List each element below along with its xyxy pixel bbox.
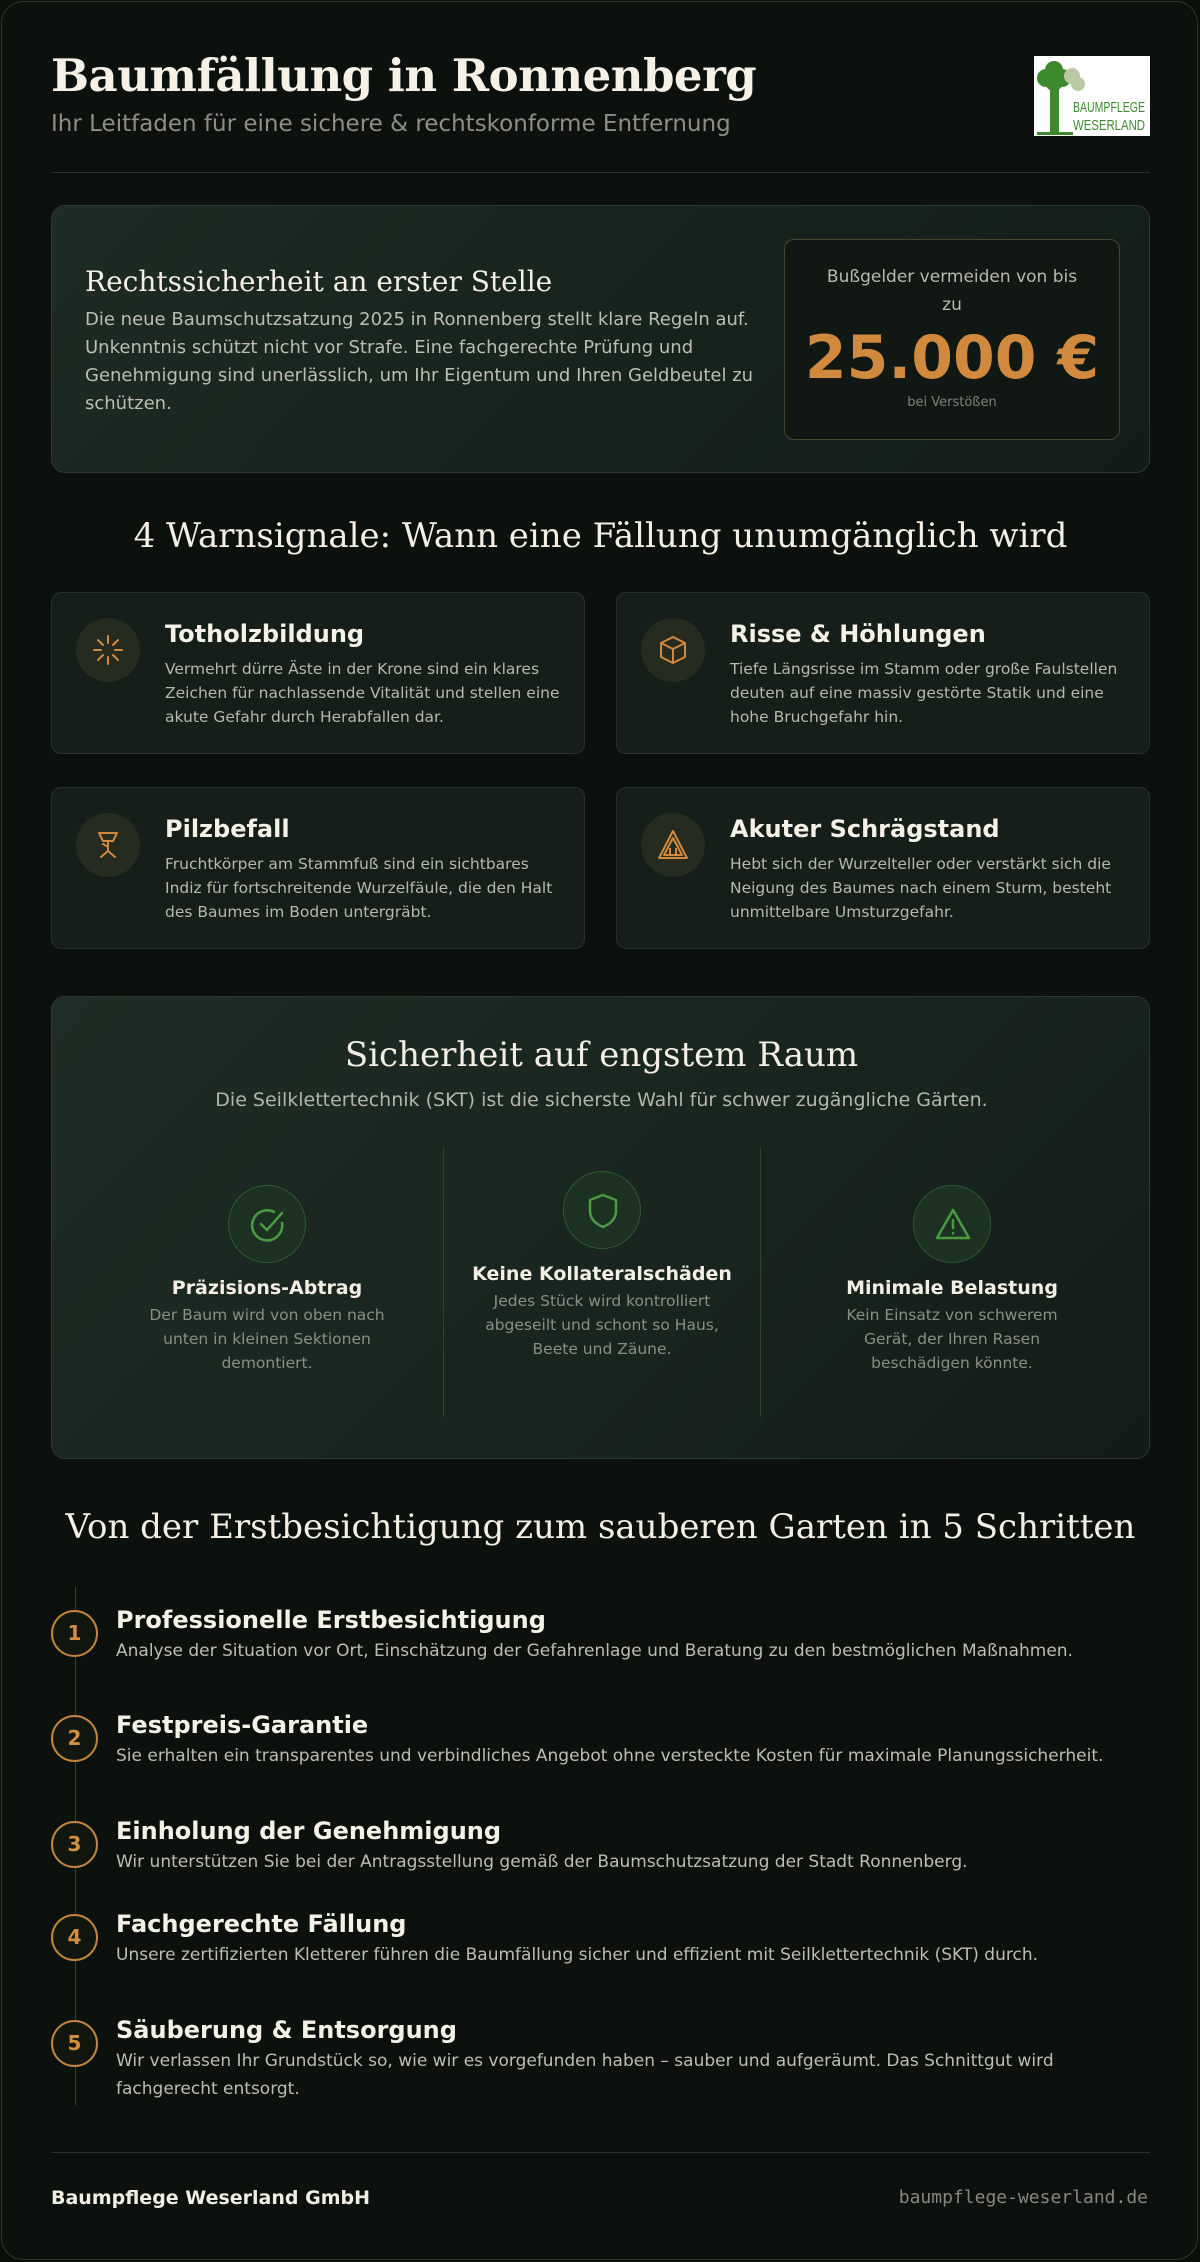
step-number: 4 [51, 1914, 98, 1961]
feature-description: Kein Einsatz von schwerem Gerät, der Ihren Rasen beschädigen könnte. [846, 1306, 1058, 1372]
infographic-page [1, 1, 1198, 2260]
step-title: Professionelle Erstbesichtigung [116, 1606, 546, 1634]
step-description: Wir verlassen Ihr Grundstück so, wie wir es vorgefunden haben – sauber und aufgeräumt. Das Schnittgut wird fachgerecht entsorgt. [116, 2051, 1054, 2099]
legal-info-card [51, 205, 1150, 473]
fine-box [784, 239, 1120, 440]
header [51, 46, 1150, 173]
warning-title: Risse & Höhlungen [730, 620, 986, 648]
safety-subtitle: Die Seilklettertechnik (SKT) ist die sicherste Wahl für schwer zugängliche Gärten. [215, 1089, 988, 1111]
fine-note: bei Verstößen [907, 395, 997, 410]
divider [760, 1147, 761, 1417]
warning-description: Fruchtkörper am Stammfuß sind ein sichtbares Indiz für fortschreitende Wurzelfäule, die den Halt des Baumes im Boden untergräbt. [165, 855, 553, 921]
step-title: Einholung der Genehmigung [116, 1817, 502, 1845]
feature-description: Jedes Stück wird kontrolliert abgeseilt und schont so Haus, Beete und Zäune. [485, 1292, 719, 1358]
feature-title: Keine Kollateralschäden [472, 1263, 732, 1285]
fine-label: Bußgelder vermeiden von bis zu [826, 267, 1078, 315]
warning-card-cracks [616, 592, 1150, 754]
step-title: Säuberung & Entsorgung [116, 2016, 457, 2044]
step-description: Analyse der Situation vor Ort, Einschätzung der Gefahrenlage und Beratung zu den bestmöglichen Maßnahmen. [116, 1641, 1073, 1661]
logo-text-line-1: BAUMPFLEGE [1073, 99, 1145, 116]
feature-minimal-impact [822, 1185, 1082, 1375]
warning-card-tilt [616, 787, 1150, 949]
warning-title: Totholzbildung [165, 620, 365, 648]
feature-title: Präzisions-Abtrag [171, 1277, 363, 1299]
divider [443, 1147, 444, 1417]
step-number: 1 [51, 1610, 98, 1657]
step-number: 3 [51, 1821, 98, 1868]
shield-icon [563, 1171, 641, 1249]
step-number: 2 [51, 1715, 98, 1762]
feature-no-damage [472, 1171, 732, 1361]
legal-info-text [85, 262, 775, 418]
feature-title: Minimale Belastung [846, 1277, 1058, 1299]
mushroom-icon [76, 813, 140, 877]
step-description: Wir unterstützen Sie bei der Antragsstellung gemäß der Baumschutzsatzung der Stadt Ronnenberg. [116, 1852, 968, 1872]
warning-title: Pilzbefall [165, 815, 290, 843]
warning-description: Tiefe Längsrisse im Stamm oder große Faulstellen deuten auf eine massiv gestörte Statik und eine hohe Bruchgefahr hin. [730, 660, 1118, 726]
warning-card-fungus [51, 787, 585, 949]
warning-triangle-icon [641, 813, 705, 877]
warnings-title: 4 Warnsignale: Wann eine Fällung unumgänglich wird [133, 516, 1068, 556]
alert-triangle-icon [913, 1185, 991, 1263]
footer-website-link[interactable]: baumpflege-weserland.de [898, 2187, 1148, 2208]
step-description: Unsere zertifizierten Kletterer führen die Baumfällung sicher und effizient mit Seilklettertechnik (SKT) durch. [116, 1945, 1039, 1965]
page-subtitle: Ihr Leitfaden für eine sichere & rechtskonforme Entfernung [51, 111, 731, 137]
footer-divider [51, 2152, 1150, 2153]
step-description: Sie erhalten ein transparentes und verbindliches Angebot ohne versteckte Kosten für maximale Planungssicherheit. [116, 1746, 1104, 1766]
logo-text-line-2: WESERLAND [1073, 117, 1146, 134]
safety-card [51, 996, 1150, 1459]
cube-icon [641, 618, 705, 682]
feature-precision [137, 1185, 397, 1375]
warning-title: Akuter Schrägstand [730, 815, 1000, 843]
check-circle-icon [228, 1185, 306, 1263]
step-number: 5 [51, 2020, 98, 2067]
legal-info-title: Rechtssicherheit an erster Stelle [85, 265, 553, 298]
page-title: Baumfällung in Ronnenberg [51, 49, 757, 102]
deadwood-icon [76, 618, 140, 682]
warning-description: Hebt sich der Wurzelteller oder verstärkt sich die Neigung des Baumes nach einem Sturm, besteht unmittelbare Umsturzgefahr. [730, 855, 1112, 921]
warning-card-deadwood [51, 592, 585, 754]
step-title: Festpreis-Garantie [116, 1711, 369, 1739]
safety-title: Sicherheit auf engstem Raum [344, 1035, 859, 1075]
company-logo [1034, 56, 1150, 136]
legal-info-body: Die neue Baumschutzsatzung 2025 in Ronnenberg stellt klare Regeln auf. Unkenntnis schützt nicht vor Strafe. Eine fachgerechte Prüfung und Genehmigung sind unerlässlich, um Ihr Eigentum und Ihren Geldbeutel zu schützen. [85, 309, 754, 414]
feature-description: Der Baum wird von oben nach unten in kleinen Sektionen demontiert. [149, 1306, 385, 1372]
fine-value: 25.000 € [804, 323, 1100, 393]
footer-company: Baumpflege Weserland GmbH [51, 2187, 371, 2209]
step-title: Fachgerechte Fällung [116, 1910, 407, 1938]
steps-title: Von der Erstbesichtigung zum sauberen Garten in 5 Schritten [65, 1507, 1136, 1547]
warning-description: Vermehrt dürre Äste in der Krone sind ein klares Zeichen für nachlassende Vitalität und stellen eine akute Gefahr durch Herabfallen dar. [165, 660, 560, 726]
